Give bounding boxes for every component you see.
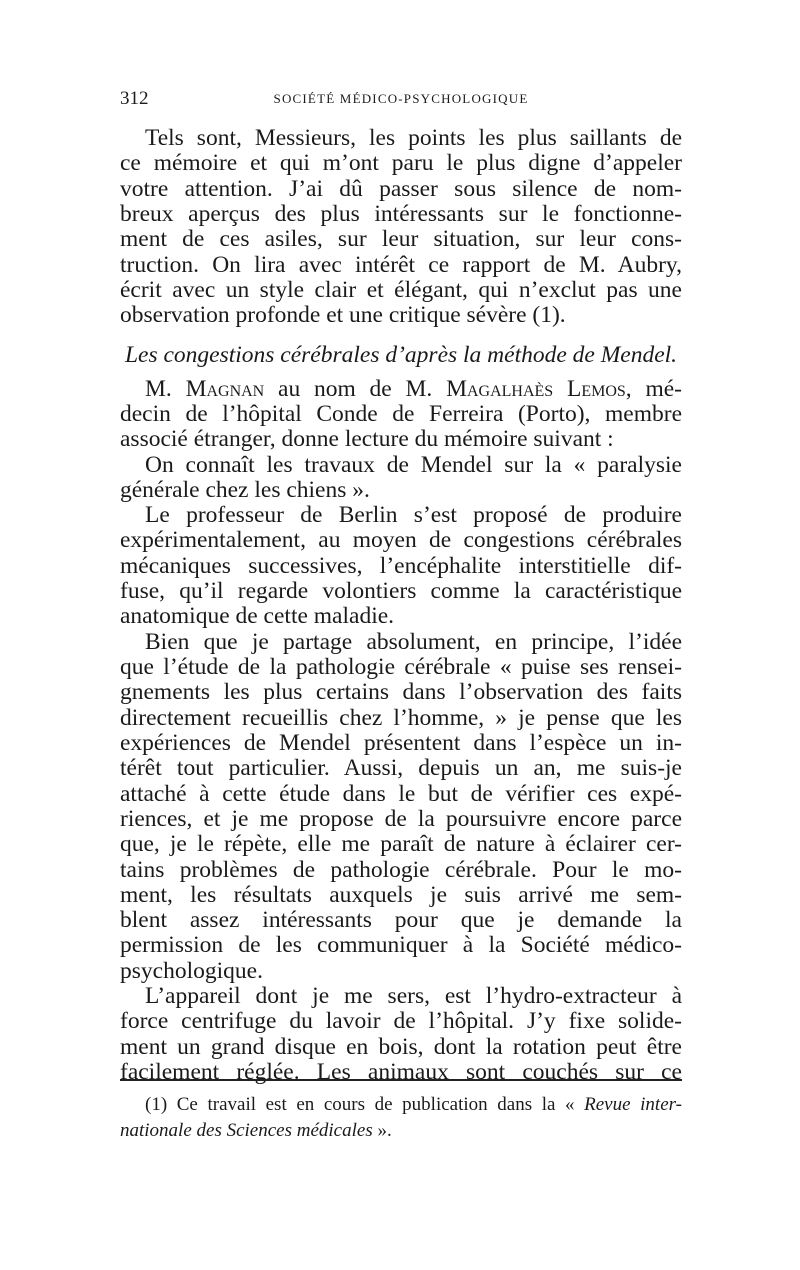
section-heading: Les congestions cérébrales d’après la méthode de Mendel. (124, 342, 678, 368)
body-line: blent assez intéressants pour que je demande la (120, 907, 682, 933)
body-line: observation profonde et une critique sévère (1). (120, 302, 566, 328)
body-line: riences, et je me propose de la poursuivre encore parce (120, 806, 682, 832)
body-line: générale chez les chiens ». (120, 477, 370, 503)
page-number: 312 (120, 88, 149, 109)
body-line: ment un grand disque en bois, dont la rotation peut être (120, 1034, 682, 1060)
body-line: mécaniques successives, l’encéphalite interstitielle dif- (120, 553, 682, 579)
running-title: SOCIÉTÉ MÉDICO-PSYCHOLOGIQUE (273, 91, 529, 106)
body-line: térêt tout particulier. Aussi, depuis un an, me suis-je (120, 755, 682, 781)
footnote-line: nationale des Sciences médicales ». (120, 1120, 392, 1141)
body-line: psychologique. (120, 958, 263, 984)
body-line: L’appareil dont je me sers, est l’hydro-extracteur à (145, 983, 682, 1009)
body-line: directement recueillis chez l’homme, » je pense que les (120, 705, 682, 731)
body-line: votre attention. J’ai dû passer sous silence de nom- (120, 176, 682, 202)
body-line: associé étranger, donne lecture du mémoire suivant : (120, 426, 614, 452)
body-line: permission de les communiquer à la Société médico- (120, 932, 682, 958)
body-line: expériences de Mendel présentent dans l’espèce un in- (120, 730, 682, 756)
page-header (120, 88, 682, 112)
body-line: truction. On lira avec intérêt ce rapport de M. Aubry, (120, 252, 682, 278)
body-line: ment de ces asiles, sur leur situation, sur leur cons- (120, 226, 682, 252)
body-line: écrit avec un style clair et élégant, qui n’exclut pas une (120, 277, 682, 303)
body-line: force centrifuge du lavoir de l’hôpital. J’y fixe solide- (120, 1008, 682, 1034)
body-line: decin de l’hôpital Conde de Ferreira (Porto), membre (120, 401, 682, 427)
body-line: que, je le répète, elle me paraît de nature à éclairer cer- (120, 831, 682, 857)
body-line: anatomique de cette maladie. (120, 603, 395, 629)
body-line: expérimentalement, au moyen de congestions cérébrales (120, 527, 682, 553)
body-line: Le professeur de Berlin s’est proposé de produire (145, 502, 682, 528)
body-line: Tels sont, Messieurs, les points les plus saillants de (145, 125, 682, 151)
body-line: Bien que je partage absolument, en principe, l’idée (145, 629, 682, 655)
body-line: facilement réglée. Les animaux sont couchés sur ce (120, 1059, 682, 1085)
body-line: ment, les résultats auxquels je suis arrivé me sem- (120, 882, 682, 908)
body-line: attaché à cette étude dans le but de vérifier ces expé- (120, 781, 682, 807)
body-line: que l’étude de la pathologie cérébrale « puise ses rensei- (120, 654, 682, 680)
body-line: On connaît les travaux de Mendel sur la « paralysie (145, 452, 682, 478)
body-line: M. Magnan au nom de M. Magalhaès Lemos, mé- (145, 376, 682, 402)
body-line: ce mémoire et qui m’ont paru le plus digne d’appeler (120, 150, 682, 176)
body-line: fuse, qu’il regarde volontiers comme la caractéristique (120, 578, 682, 604)
body-line: gnements les plus certains dans l’observation des faits (120, 679, 682, 705)
footnote-line: (1) Ce travail est en cours de publication dans la « Revue inter- (145, 1094, 682, 1115)
body-line: breux aperçus des plus intéressants sur le fonctionne- (120, 201, 682, 227)
body-line: tains problèmes de pathologie cérébrale. Pour le mo- (120, 857, 682, 883)
